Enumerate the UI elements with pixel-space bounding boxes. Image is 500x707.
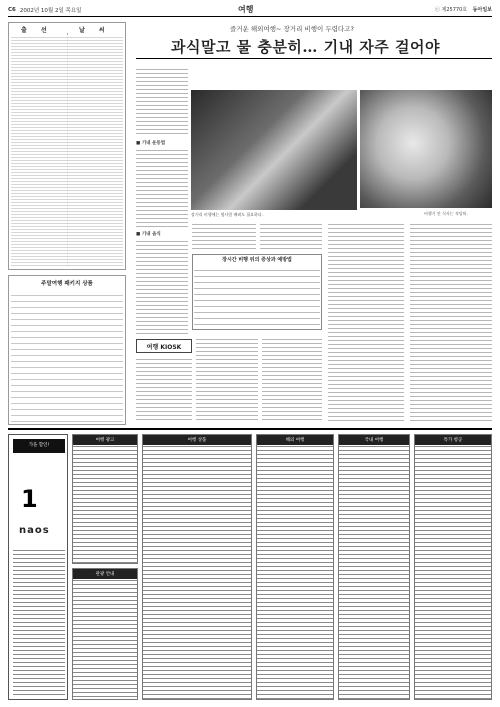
article-headline: 과식말고 물 충분히… 기내 자주 걸어야 [171,38,440,56]
symptom-table-rows [194,265,320,328]
headline-rule [136,58,492,59]
ad-3-head: 여행 상품 [143,435,251,445]
subhead-exercise: ■ 기내 운동법 [136,141,166,146]
ad-5 [338,434,410,700]
ad-number: 1 [21,485,38,513]
page-number: C6 [8,6,16,13]
ad-6-head: 특가 항공 [415,435,491,445]
photo-caption-side: 비행기 안 식사는 적당히. [424,211,468,216]
article-column-5 [410,221,492,421]
ad-5-head: 국내 여행 [339,435,409,445]
package-table-rows [11,290,123,422]
table-title-a: 출 선 [21,27,53,34]
article-column-3a [260,221,322,251]
listing-table [8,22,126,270]
ad-naos [8,434,68,700]
package-table-title: 주말여행 패키지 상품 [41,281,93,287]
section-title: 여행 [238,4,254,14]
ad-text [13,547,65,697]
ad-6 [414,434,492,700]
article-kicker: 즐거운 해외여행~ 장거리 비행이 두렵다고? [230,25,354,33]
newspaper-logo: 동아일보 [472,7,492,13]
kiosk-text-3 [262,336,322,422]
ad-logo: naos [19,525,50,536]
symptom-table-title: 장시간 비행 뒤의 증상과 예방법 [222,257,292,263]
ad-2-head: 관광 안내 [73,569,137,579]
kiosk-text-2 [196,336,258,422]
ad-sale-banner: 가을 할인! [13,439,65,453]
ad-4 [256,434,334,700]
article-column-1b [136,238,188,334]
ad-2 [72,568,138,700]
header-right [435,6,492,13]
page-header [8,3,492,17]
package-table [8,275,126,425]
article-intro-text [136,66,188,136]
ad-1-head: 여행 광고 [73,435,137,445]
kiosk-label: 여행 KIOSK [136,339,192,353]
ad-1 [72,434,138,564]
article-column-1a [136,147,188,227]
article-column-2a [192,221,256,251]
article-column-4 [328,221,404,421]
issue-date: 2002년 10월 2일 목요일 [19,7,82,14]
advertisement-area [8,428,492,700]
table-title-b: 날 씨 [79,27,111,34]
ad-3 [142,434,252,700]
article-photo-cabin [191,90,357,210]
issue-number: ⓒ 제25770호 [434,7,468,13]
table-rows [11,35,123,267]
article-photo-meal [360,90,492,208]
symptom-table [192,254,322,330]
ad-4-head: 해외 여행 [257,435,333,445]
photo-caption-main: 장거리 비행에는 옆사람 배려도 필요하다. [191,212,264,217]
kiosk-text-1 [136,356,192,422]
subhead-food: ■ 기내 음식 [136,232,161,237]
